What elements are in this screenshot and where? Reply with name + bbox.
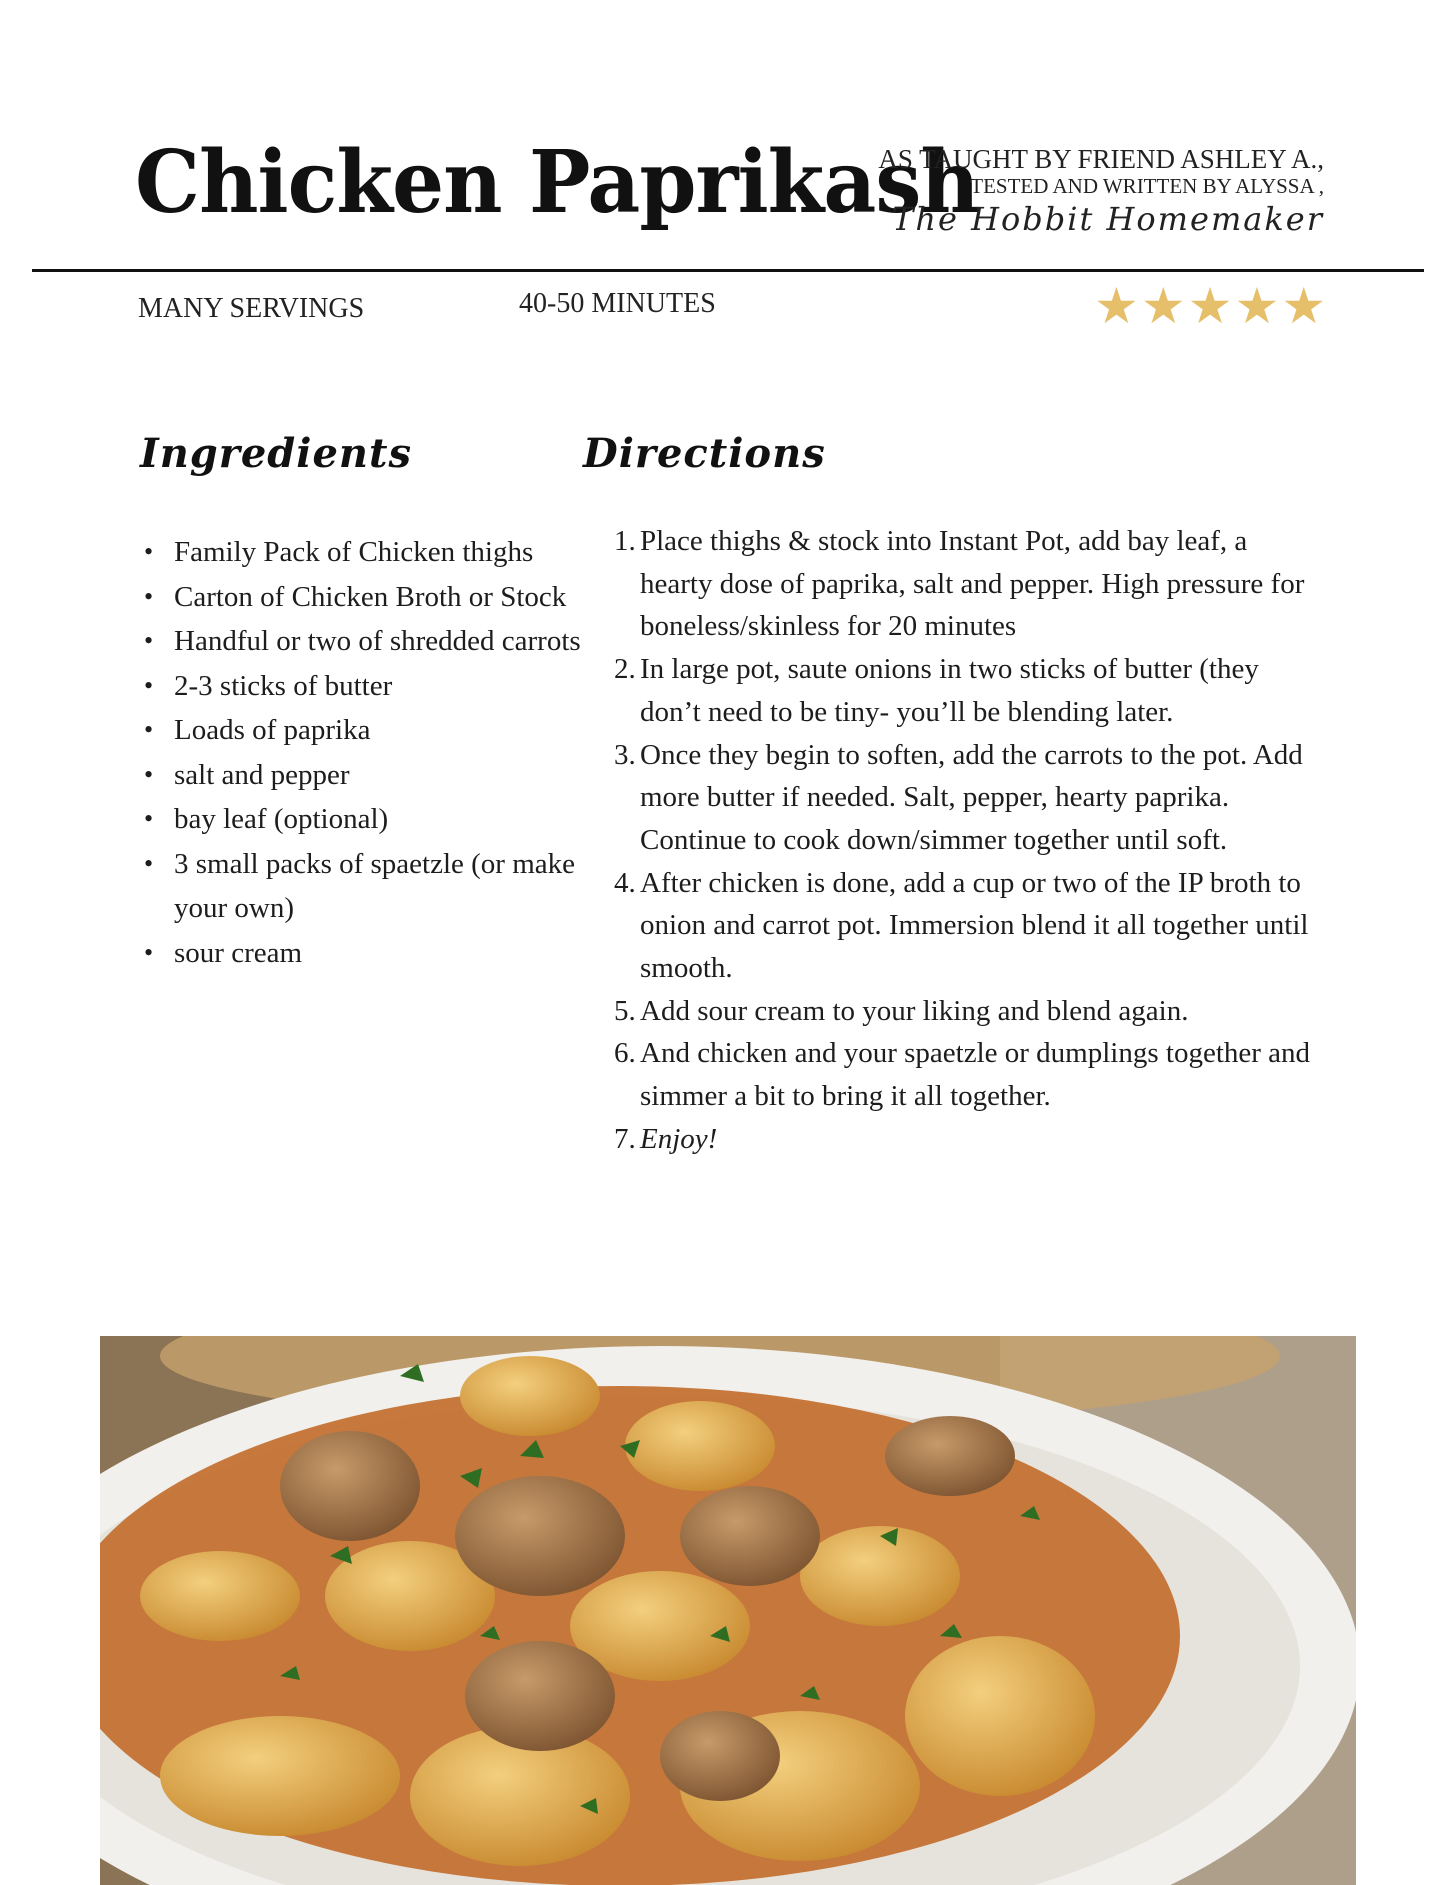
- step-number: 7.: [614, 1122, 636, 1155]
- star-icon: ★: [1281, 277, 1327, 335]
- recipe-credits: [878, 144, 1324, 238]
- star-rating: [1094, 277, 1327, 335]
- ingredient-item: • sour cream: [174, 931, 614, 976]
- ingredient-item: • Carton of Chicken Broth or Stock: [174, 575, 614, 620]
- step-text: Enjoy!: [640, 1122, 718, 1155]
- ingredients-heading: Ingredients: [140, 430, 412, 477]
- star-icon: ★: [1094, 277, 1139, 335]
- directions-heading: Directions: [583, 430, 826, 477]
- time-label: 40-50 MINUTES: [519, 288, 716, 319]
- step-number: 2.: [614, 653, 636, 686]
- brand-name: The Hobbit Homemaker: [892, 200, 1324, 238]
- dish-photo: [100, 1336, 1356, 1885]
- ingredients-list: [145, 530, 614, 975]
- ingredient-item: • Handful or two of shredded carrots: [174, 619, 614, 664]
- star-icon: ★: [1140, 277, 1186, 335]
- dish-illustration: [100, 1336, 1356, 1885]
- direction-step: [610, 990, 1325, 1033]
- ingredient-item: • Loads of paprika: [174, 708, 614, 753]
- credit-tested-by: TESTED AND WRITTEN BY ALYSSA ,: [970, 174, 1324, 198]
- ingredient-item: • salt and pepper: [174, 753, 614, 798]
- step-number: 6.: [614, 1037, 636, 1070]
- direction-step: [610, 862, 1325, 990]
- step-number: 1.: [614, 525, 636, 557]
- direction-step: [610, 648, 1325, 733]
- header-divider: [32, 269, 1424, 272]
- direction-step: [610, 1032, 1325, 1117]
- step-text: Place thighs & stock into Instant Pot, add bay leaf, a hearty dose of paprika, salt and pepper. High pressure for boneless/skinless for 20 minutes: [640, 525, 1305, 643]
- step-text: In large pot, saute onions in two sticks of butter (they don’t need to be tiny- you’ll be blending later.: [640, 653, 1259, 728]
- recipe-title: Chicken Paprikash: [135, 132, 979, 233]
- star-icon: ★: [1187, 277, 1233, 335]
- ingredient-item: • 2-3 sticks of butter: [174, 664, 614, 709]
- step-text: Once they begin to soften, add the carrots to the pot. Add more butter if needed. Salt, pepper, hearty paprika. Continue to cook down/simmer together until soft.: [640, 738, 1303, 856]
- directions-list: [610, 520, 1325, 1161]
- step-text: And chicken and your spaetzle or dumplings together and simmer a bit to bring it all together.: [640, 1037, 1311, 1113]
- credit-taught-by: AS TAUGHT BY FRIEND ASHLEY A.,: [878, 144, 1324, 174]
- step-number: 3.: [614, 738, 636, 771]
- step-text: Add sour cream to your liking and blend again.: [640, 994, 1189, 1027]
- servings-label: MANY SERVINGS: [138, 293, 365, 324]
- ingredient-item: • Family Pack of Chicken thighs: [174, 530, 614, 575]
- direction-step: [610, 520, 1325, 648]
- step-number: 5.: [614, 994, 636, 1027]
- direction-step: [610, 1118, 1325, 1161]
- ingredient-item: • bay leaf (optional): [174, 797, 614, 842]
- ingredient-item: • 3 small packs of spaetzle (or make your own): [174, 842, 614, 931]
- direction-step: [610, 734, 1325, 862]
- step-number: 4.: [614, 866, 636, 899]
- star-icon: ★: [1234, 277, 1280, 335]
- step-text: After chicken is done, add a cup or two of the IP broth to onion and carrot pot. Immersion blend it all together until smooth.: [640, 866, 1309, 985]
